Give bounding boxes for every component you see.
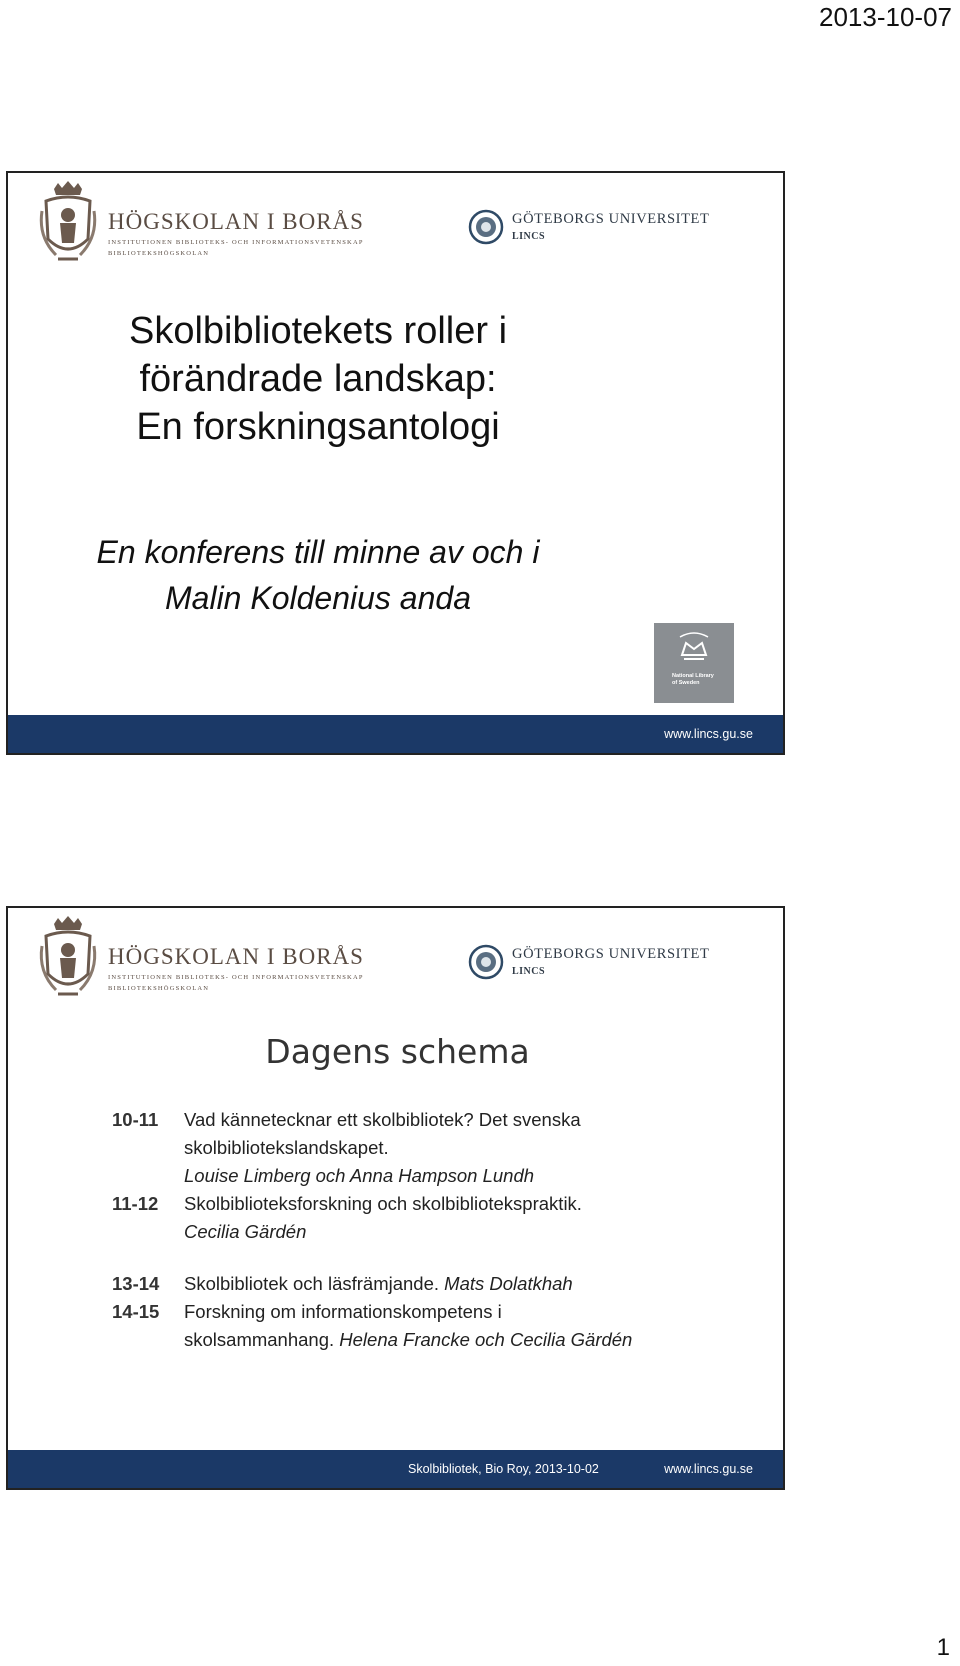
title-slide [6,171,785,755]
subtitle-line: En konferens till minne av och i [96,534,540,570]
schedule-speaker: Louise Limberg och Anna Hampson Lundh [184,1165,535,1186]
hogskolan-name: HÖGSKOLAN I BORÅS [108,944,364,969]
institution-name: INSTITUTIONEN BIBLIOTEKS- OCH INFORMATIONSVETENSKAP [108,239,364,246]
schedule-text: Vad kännetecknar ett skolbibliotek? Det svenska [184,1109,581,1130]
schedule-item [112,1270,752,1298]
university-seal-icon [468,209,504,245]
schedule-speaker: Helena Francke och Cecilia Gärdén [339,1329,633,1350]
schedule-slide [6,906,785,1490]
page-date: 2013-10-07 [819,2,952,32]
school-name: BIBLIOTEKSHÖGSKOLAN [108,250,210,257]
lincs-label: LINCS [512,966,546,977]
schedule-gap [112,1246,752,1270]
schedule-time: 14-15 [112,1301,160,1322]
hogskolan-name: HÖGSKOLAN I BORÅS [108,209,364,234]
title-line: förändrade landskap: [139,358,497,400]
schedule-time: 10-11 [112,1109,159,1130]
institution-name: INSTITUTIONEN BIBLIOTEKS- OCH INFORMATIONSVETENSKAP [108,974,364,981]
title-line: Skolbibliotekets roller i [128,310,508,352]
hogskolan-i-boras-logo [36,916,381,1002]
slide-title [8,307,628,451]
footer-bar [8,715,783,753]
university-name: GÖTEBORGS UNIVERSITET [512,211,710,227]
schedule-item [112,1298,752,1354]
subtitle-line: Malin Koldenius anda [165,580,471,616]
kb-text-line: National Library [672,673,714,679]
crest-icon [36,181,100,267]
footer-bar [8,1450,783,1488]
schedule-text: Skolbibliotek och läsfrämjande. [184,1273,445,1294]
goteborgs-universitet-logo [468,209,728,249]
schedule-item [112,1106,752,1190]
schedule-time: 13-14 [112,1273,160,1294]
kb-text-line: of Sweden [672,680,700,686]
schedule-item [112,1190,752,1246]
schedule-time: 11-12 [112,1193,159,1214]
kungliga-biblioteket-logo [654,623,734,703]
university-seal-icon [468,944,504,980]
crest-icon [36,916,100,1002]
schedule-text: Forskning om informationskompetens i [184,1301,502,1322]
schedule-text: skolsammanhang. [184,1329,340,1350]
footer-url: www.lincs.gu.se [664,1462,753,1476]
kb-text [672,673,714,687]
footer-url: www.lincs.gu.se [664,727,753,741]
schedule-speaker: Cecilia Gärdén [184,1221,307,1242]
schedule-text: skolbibliotekslandskapet. [184,1137,389,1158]
footer-note: Skolbibliotek, Bio Roy, 2013-10-02 [408,1462,599,1476]
university-name: GÖTEBORGS UNIVERSITET [512,946,710,962]
goteborgs-universitet-logo [468,944,728,984]
schedule-speaker: Mats Dolatkhah [444,1273,573,1294]
schedule-title: Dagens schema [265,1032,530,1071]
page-number: 1 [936,1634,950,1661]
hogskolan-i-boras-logo [36,181,381,267]
slide-subtitle [8,529,628,621]
schedule-list [112,1106,752,1354]
crown-icon [674,631,714,671]
title-line: En forskningsantologi [136,406,500,448]
schedule-text: Skolbiblioteksforskning och skolbibliotekspraktik. [184,1193,582,1214]
lincs-label: LINCS [512,231,546,242]
school-name: BIBLIOTEKSHÖGSKOLAN [108,985,210,992]
